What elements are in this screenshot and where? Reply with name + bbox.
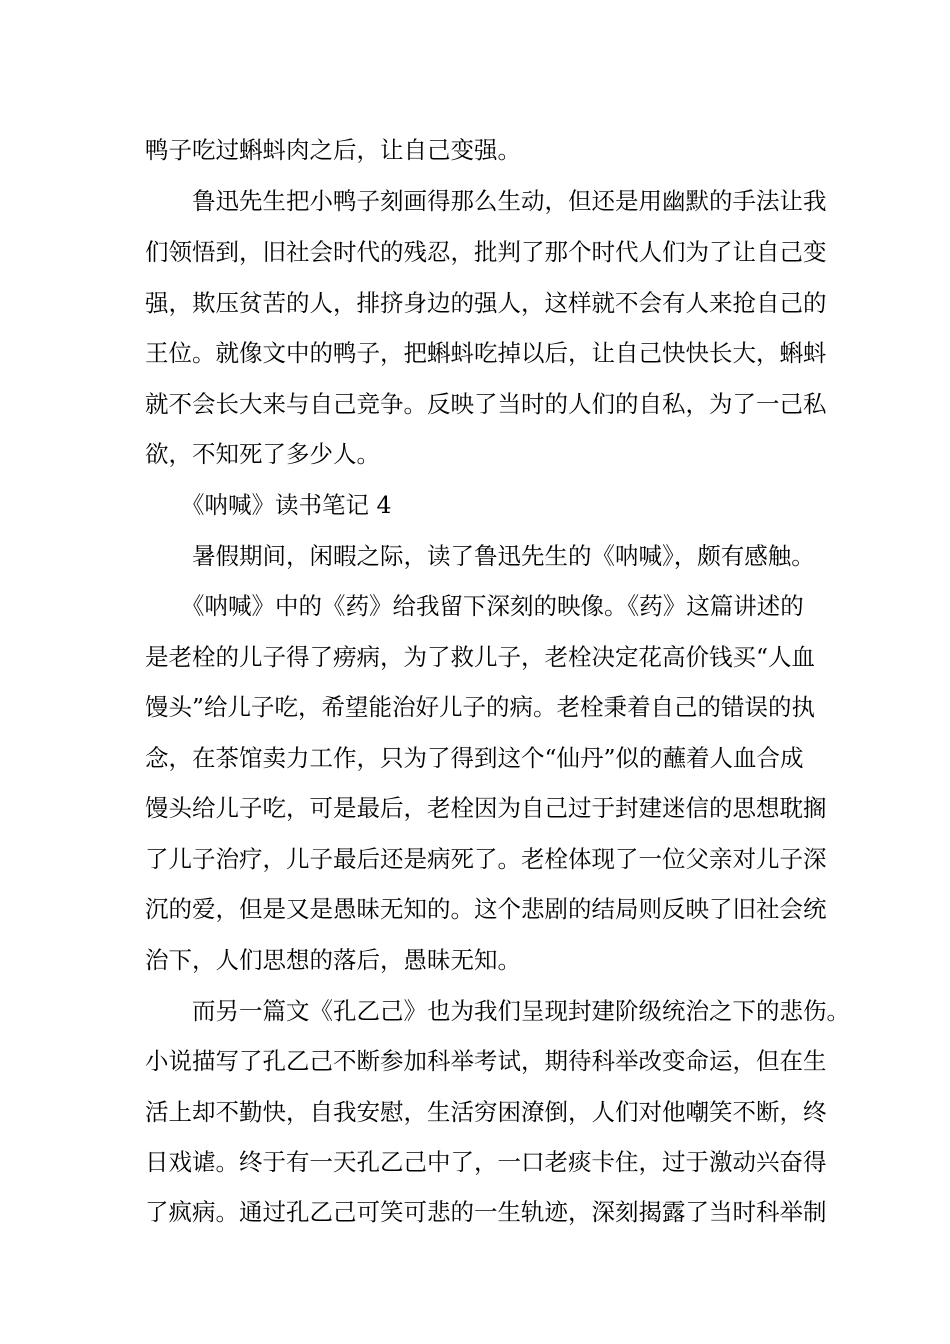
text-line: 欲，不知死了多少人。: [145, 440, 380, 468]
text-line: 了疯病。通过孔乙己可笑可悲的一生轨迹，深刻揭露了当时科举制: [145, 1198, 827, 1226]
text-line: 就不会长大来与自己竞争。反映了当时的人们的自私，为了一己私: [145, 390, 827, 418]
text-line: 沉的爱，但是又是愚昧无知的。这个悲剧的结局则反映了旧社会统: [145, 895, 827, 923]
text-line: 念，在茶馆卖力工作，只为了得到这个“仙丹”似的蘸着人血合成: [145, 744, 804, 772]
text-line: 是老栓的儿子得了痨病，为了救儿子，老栓决定花高价钱买“人血: [145, 643, 816, 671]
text-line: 了儿子治疗，儿子最后还是病死了。老栓体现了一位父亲对儿子深: [145, 845, 827, 873]
text-line: 强，欺压贫苦的人，排挤身边的强人，这样就不会有人来抢自己的: [145, 289, 827, 317]
paragraph-first-line: 鲁迅先生把小鸭子刻画得那么生动，但还是用幽默的手法让我: [192, 187, 827, 215]
text-line: 活上却不勤快，自我安慰，生活穷困潦倒，人们对他嘲笑不断，终: [145, 1098, 827, 1126]
text-line: 治下，人们思想的落后，愚昧无知。: [145, 946, 521, 974]
text-line: 馒头”给儿子吃，希望能治好儿子的病。老栓秉着自己的错误的执: [145, 693, 816, 721]
paragraph-first-line: 而另一篇文《孔乙己》也为我们呈现封建阶级统治之下的悲伤。: [192, 997, 850, 1025]
paragraph-first-line: 《呐喊》中的《药》给我留下深刻的映像。《药》这篇讲述的: [181, 592, 804, 620]
text-line: 日戏谑。终于有一天孔乙己中了，一口老痰卡住，过于激动兴奋得: [145, 1148, 827, 1176]
text-line: 王位。就像文中的鸭子，把蝌蚪吃掉以后，让自己快快长大，蝌蚪: [145, 339, 827, 367]
paragraph-first-line: 暑假期间，闲暇之际，读了鲁迅先生的《呐喊》，颇有感触。: [192, 542, 815, 570]
text-line: 鸭子吃过蝌蚪肉之后，让自己变强。: [145, 136, 521, 164]
text-line: 小说描写了孔乙己不断参加科举考试，期待科举改变命运，但在生: [145, 1047, 827, 1075]
text-line: 馒头给儿子吃，可是最后，老栓因为自己过于封建迷信的思想耽搁: [145, 794, 827, 822]
text-line: 们领悟到，旧社会时代的残忍，批判了那个时代人们为了让自己变: [145, 238, 827, 266]
section-heading: 《呐喊》读书笔记 4: [181, 491, 392, 519]
